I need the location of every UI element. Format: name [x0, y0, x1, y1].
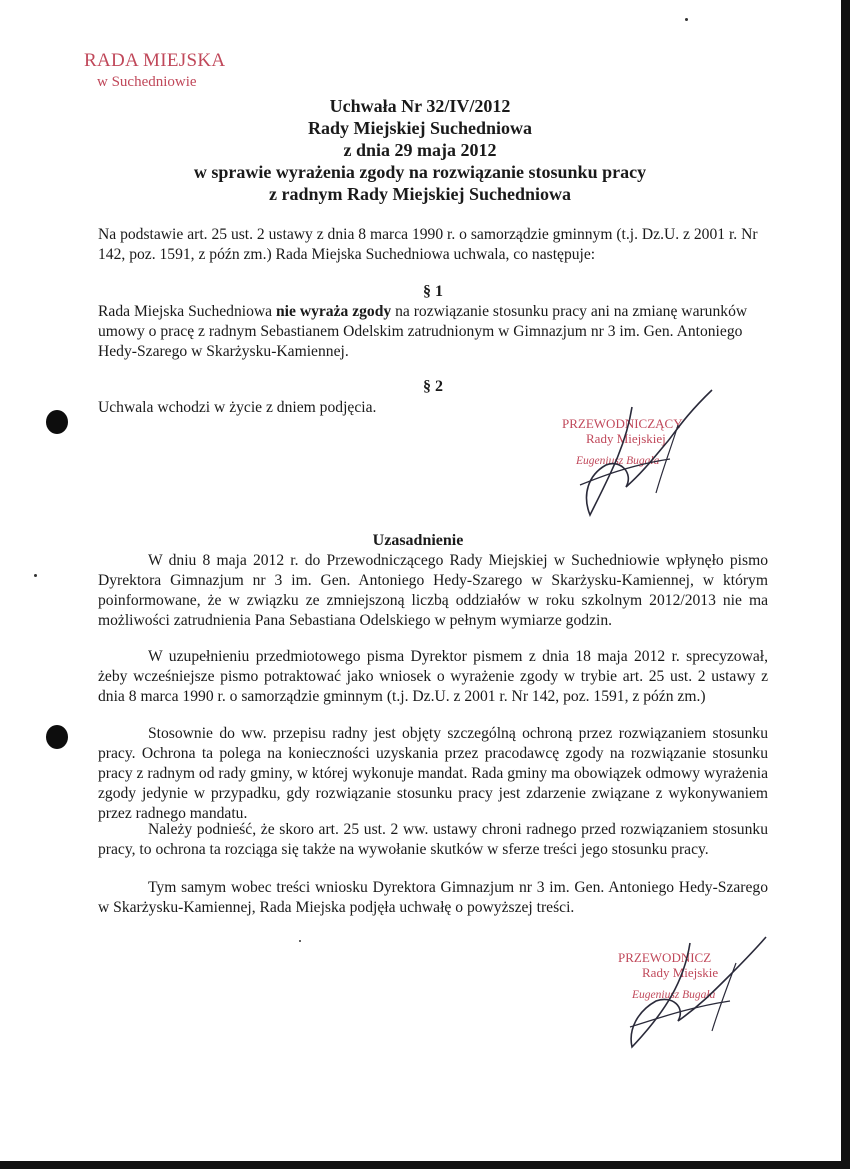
scan-speck [299, 940, 301, 942]
chairman-stamp-1-title: PRZEWODNICZĄCY [562, 416, 683, 431]
chairman-stamp-2-title: PRZEWODNICZ [618, 950, 712, 965]
chairman-stamp-1-body: Rady Miejskiej [586, 431, 666, 446]
resolution-subject: w sprawie wyrażenia zgody na rozwiązanie stosunku pracy [193, 162, 647, 182]
justification-p4: Należy podnieść, że skoro art. 25 ust. 2 ww. ustawy chroni radnego przed rozwiązaniem stosunku pracy, to ochrona ta rozciąga się także na wywołanie skutków w sferze treści jego stosunku pracy. [98, 821, 768, 858]
section-1-text-bold: nie wyraża zgody [276, 303, 392, 320]
justification-p5: Tym samym wobec treści wniosku Dyrektora Gimnazjum nr 3 im. Gen. Antoniego Hedy-Szarego w Skarżysku-Kamiennej, Rada Miejska podjęła uchwałę o powyższej treści. [98, 879, 768, 916]
section-1-mark: § 1 [423, 283, 443, 300]
signature-2 [616, 935, 776, 1060]
justification-p2: W uzupełnieniu przedmiotowego pisma Dyrektor pismem z dnia 18 maja 2012 r. sprecyzował, żeby wcześniejsze pismo potraktować jako wniosek o wyrażenie zgody w trybie art. 25 ust. 2 ustawy z dnia 8 marca 1990 r. o samorządzie gminnym (t.j. Dz.U. z 2001 r. Nr 142, poz. 1591, z późn zm.) [98, 648, 768, 705]
section-1-text [98, 302, 768, 362]
scan-border-bottom [0, 1161, 850, 1169]
resolution-header [120, 95, 720, 205]
resolution-subject-cont: z radnym Rady Miejskiej Suchedniowa [268, 184, 571, 204]
chairman-stamp-2-name: Eugeniusz Bugała [632, 989, 716, 1001]
section-2-mark: § 2 [423, 378, 443, 395]
resolution-council: Rady Miejskiej Suchedniowa [307, 118, 532, 138]
scan-border-right [841, 0, 850, 1169]
council-stamp [84, 50, 225, 91]
resolution-number: Uchwała Nr 32/IV/2012 [329, 96, 511, 116]
chairman-stamp-1-name: Eugeniusz Bugała [576, 455, 660, 467]
section-2-text: Uchwala wchodzi w życie z dniem podjęcia. [98, 399, 377, 416]
preamble: Na podstawie art. 25 ust. 2 ustawy z dnia 8 marca 1990 r. o samorządzie gminnym (t.j. Dz.U. z 2001 r. Nr 142, poz. 1591, z późn zm.) Rada Miejska Suchedniowa uchwala, co następuje: [98, 226, 758, 263]
signature-1 [560, 385, 720, 525]
scan-speck [685, 18, 688, 21]
punch-hole-top [46, 410, 68, 434]
punch-hole-bottom [46, 725, 68, 749]
section-1-text-before: Rada Miejska Suchedniowa [98, 303, 276, 320]
section-1-text-after: na rozwiązanie stosunku pracy ani na zmianę warunków umowy o pracę z radnym Sebastianem Odelskim zatrudnionym w Gimnazjum nr 3 im. Gen. Antoniego Hedy-Szarego w Skarżysku-Kamiennej. [98, 303, 748, 360]
council-stamp-line1: RADA MIEJSKA [84, 50, 226, 71]
justification-p1: W dniu 8 maja 2012 r. do Przewodniczącego Rady Miejskiej w Suchedniowie wpłynęło pismo Dyrektora Gimnazjum nr 3 im. Gen. Antoniego Hedy-Szarego w Skarżysku-Kamiennej, w którym poinformowane, że w związku ze zmniejszoną liczbą oddziałów w roku szkolnym 2012/2013 nie ma możliwości zatrudnienia Pana Sebastiana Odelskiego w pełnym wymiarze godzin. [98, 552, 768, 629]
justification-p3: Stosownie do ww. przepisu radny jest objęty szczególną ochroną przez rozwiązaniem stosunku pracy. Ochrona ta polega na konieczności uzyskania przez pracodawcę zgody na rozwiązanie stosunku pracy z radnym od rady gminy, w której wykonuje mandat. Rada gminy ma obowiązek odmowy wyrażenia zgody jedynie w przypadku, gdy rozwiązanie stosunku pracy jest zdarzenie związane z wykonywaniem przez radnego mandatu. [98, 725, 768, 822]
scan-speck [34, 574, 37, 577]
council-stamp-line2: w Suchedniowie [97, 73, 197, 90]
resolution-date: z dnia 29 maja 2012 [343, 140, 497, 160]
chairman-stamp-2-body: Rady Miejskie [642, 965, 719, 980]
justification-heading: Uzasadnienie [372, 532, 464, 549]
